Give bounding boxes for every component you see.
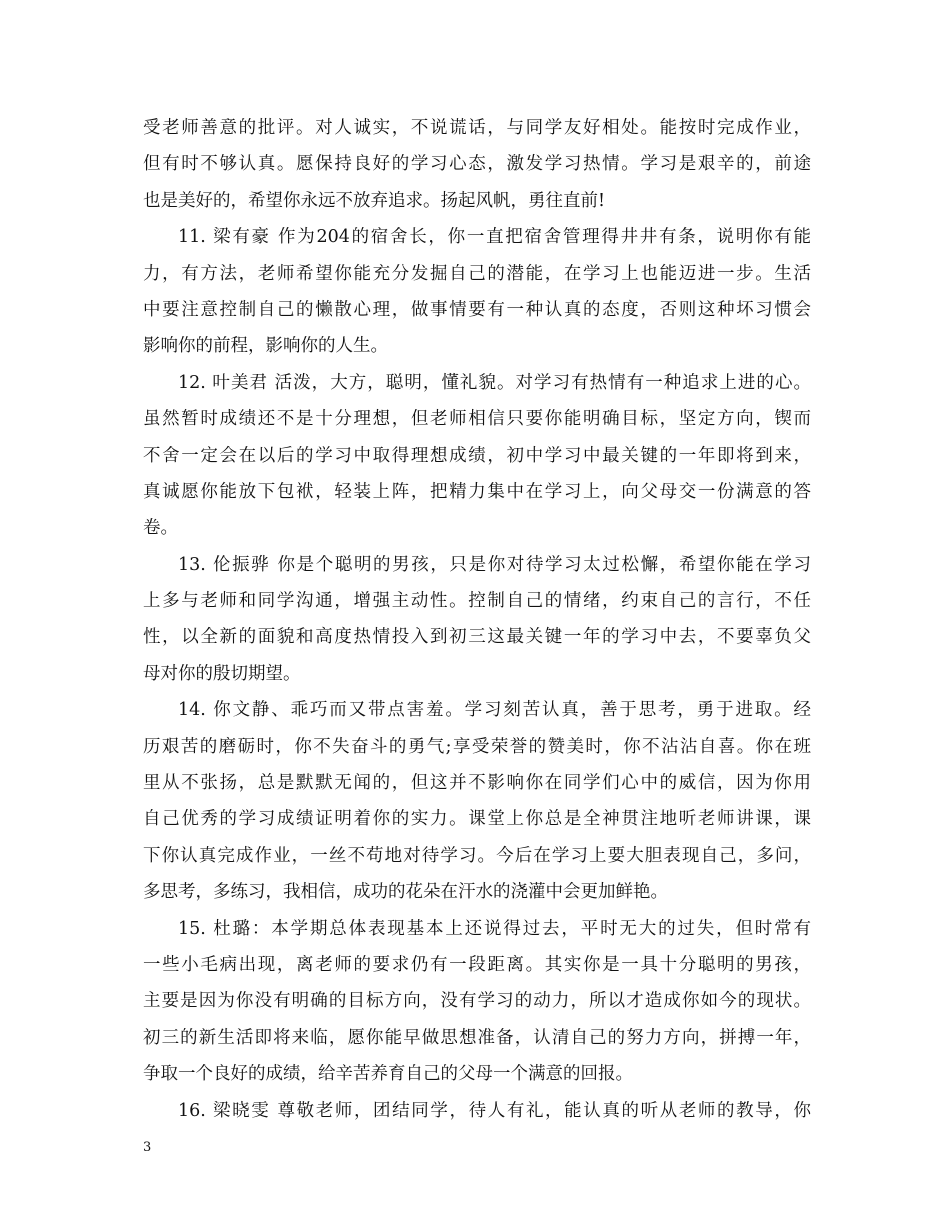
text-line: 初三的新生活即将来临，愿你能早做思想准备，认清自己的努力方向，拼搏一年， (143, 1027, 811, 1048)
text-line: 母对你的殷切期望。 (143, 663, 301, 684)
text-line: 真诚愿你能放下包袱，轻装上阵，把精力集中在学习上，向父母交一份满意的答 (143, 481, 811, 502)
text-line: 也是美好的，希望你永远不放弃追求。扬起风帆，勇往直前! (143, 190, 606, 211)
text-line: 一些小毛病出现，离老师的要求仍有一段距离。其实你是一具十分聪明的男孩， (143, 954, 811, 975)
paragraph-start-line: 13. 伦振骅 你是个聪明的男孩，只是你对待学习太过松懈，希望你能在学习 (178, 554, 811, 575)
text-line: 力，有方法，老师希望你能充分发掘自己的潜能，在学习上也能迈进一步。生活 (143, 263, 811, 284)
text-line: 主要是因为你没有明确的目标方向，没有学习的动力，所以才造成你如今的现状。 (143, 991, 811, 1012)
paragraph-start-line: 11. 梁有豪 作为204的宿舍长，你一直把宿舍管理得井井有条，说明你有能 (178, 227, 811, 248)
text-line: 虽然暂时成绩还不是十分理想，但老师相信只要你能明确目标，坚定方向，锲而 (143, 409, 811, 430)
text-line: 争取一个良好的成绩，给辛苦养育自己的父母一个满意的回报。 (143, 1064, 633, 1085)
text-line: 卷。 (143, 518, 178, 539)
text-line: 上多与老师和同学沟通，增强主动性。控制自己的情绪，约束自己的言行，不任 (143, 591, 811, 612)
text-line: 不舍一定会在以后的学习中取得理想成绩，初中学习中最关键的一年即将到来， (143, 445, 811, 466)
body-text (143, 110, 811, 1129)
paragraph-start-line: 16. 梁晓雯 尊敬老师，团结同学，待人有礼，能认真的听从老师的教导，你 (178, 1100, 811, 1121)
text-line: 里从不张扬，总是默默无闻的，但这并不影响你在同学们心中的威信，因为你用 (143, 773, 811, 794)
text-line: 影响你的前程，影响你的人生。 (143, 336, 388, 357)
text-line: 下你认真完成作业，一丝不苟地对待学习。今后在学习上要大胆表现自己，多问， (143, 845, 811, 866)
page-number: 3 (143, 1140, 152, 1155)
text-line: 性，以全新的面貌和高度热情投入到初三这最关键一年的学习中去，不要辜负父 (143, 627, 811, 648)
text-line: 受老师善意的批评。对人诚实，不说谎话，与同学友好相处。能按时完成作业， (143, 118, 811, 138)
paragraph-start-line: 15. 杜璐：本学期总体表现基本上还说得过去，平时无大的过失，但时常有 (178, 918, 811, 939)
text-line: 但有时不够认真。愿保持良好的学习心态，激发学习热情。学习是艰辛的，前途 (143, 154, 811, 175)
text-line: 多思考，多练习，我相信，成功的花朵在汗水的浇灌中会更加鲜艳。 (143, 882, 668, 903)
text-line: 历艰苦的磨砺时，你不失奋斗的勇气;享受荣誉的赞美时，你不沾沾自喜。你在班 (143, 736, 811, 757)
paragraph-start-line: 12. 叶美君 活泼，大方，聪明，懂礼貌。对学习有热情有一种追求上进的心。 (178, 372, 811, 393)
paragraph-start-line: 14. 你文静、乖巧而又带点害羞。学习刻苦认真，善于思考，勇于进取。经 (178, 700, 811, 721)
text-line: 中要注意控制自己的懒散心理，做事情要有一种认真的态度，否则这种坏习惯会 (143, 299, 811, 320)
text-line: 自己优秀的学习成绩证明着你的实力。课堂上你总是全神贯注地听老师讲课，课 (143, 809, 811, 830)
